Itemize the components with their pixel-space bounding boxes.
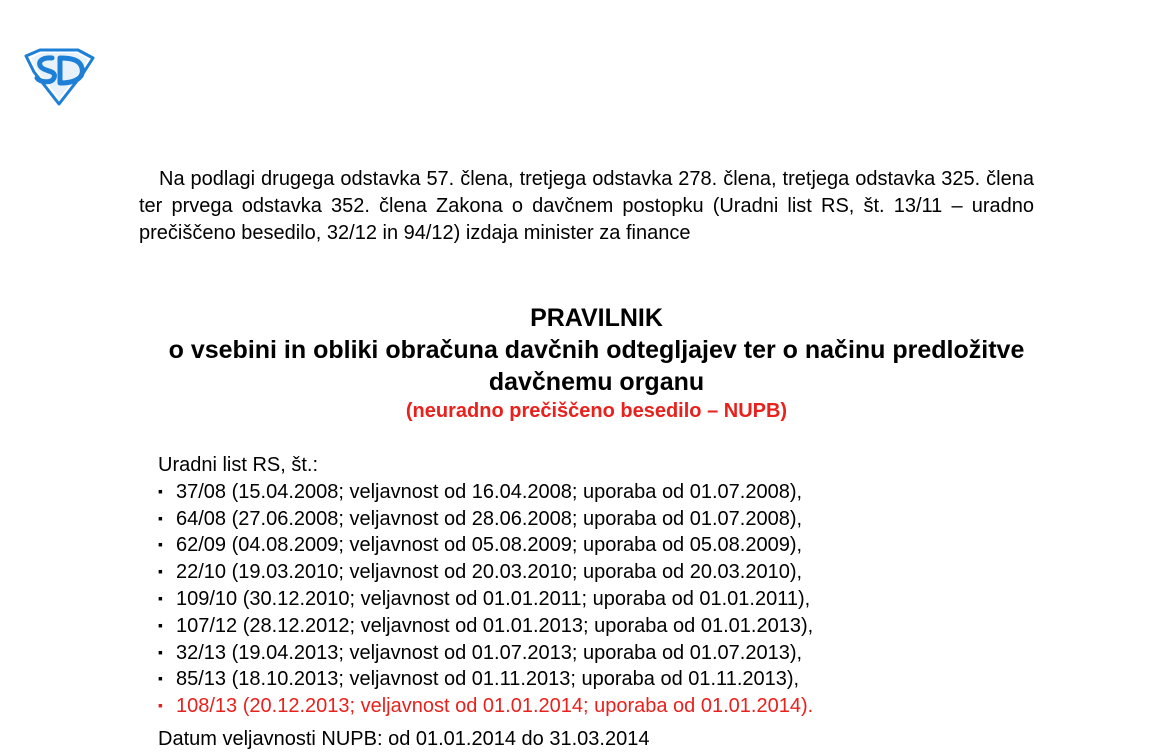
gazette-references [158, 453, 1058, 720]
bullet-icon: ▪ [158, 616, 163, 633]
gazette-item-text: 109/10 (30.12.2010; veljavnost od 01.01.2011; uporaba od 01.01.2011), [176, 587, 811, 610]
gazette-item [158, 559, 1058, 586]
gazette-item-text: 32/13 (19.04.2013; veljavnost od 01.07.2013; uporaba od 01.07.2013), [176, 641, 803, 664]
gazette-item-text: 62/09 (04.08.2009; veljavnost od 05.08.2009; uporaba od 05.08.2009), [176, 534, 803, 557]
bullet-icon: ▪ [158, 643, 163, 660]
bullet-icon: ▪ [158, 563, 163, 580]
gazette-item [158, 640, 1058, 667]
gazette-item [158, 506, 1058, 533]
validity-date: Datum veljavnosti NUPB: od 01.01.2014 do 31.03.2014 [158, 728, 650, 750]
regulation-subtitle: o vsebini in obliki obračuna davčnih odtegljajev ter o načinu predložitve davčnemu organu [168, 336, 1025, 396]
gazette-item [158, 532, 1058, 559]
bullet-icon: ▪ [158, 589, 163, 606]
intro-paragraph: Na podlagi drugega odstavka 57. člena, tretjega odstavka 278. člena, tretjega odstavka 325. člena ter prvega odstavka 352. člena Zakona o davčnem postopku (Uradni list RS, št. 13/11 – uradno prečiščeno besedilo, 32/12 in 94/12) izdaja minister za finance [139, 168, 1034, 244]
unofficial-consolidation-note: (neuradno prečiščeno besedilo – NUPB) [405, 400, 788, 422]
gazette-item-text: 107/12 (28.12.2012; veljavnost od 01.01.2013; uporaba od 01.01.2013), [176, 614, 814, 637]
gazette-item [158, 666, 1058, 693]
gazette-label: Uradni list RS, št.: [158, 454, 319, 476]
gazette-item-latest [158, 693, 1058, 720]
sd-logo-icon [22, 48, 96, 106]
bullet-icon: ▪ [158, 670, 163, 687]
gazette-item [158, 479, 1058, 506]
bullet-icon: ▪ [158, 536, 163, 553]
regulation-title: PRAVILNIK [530, 304, 663, 332]
bullet-icon: ▪ [158, 697, 163, 714]
gazette-item-text: 37/08 (15.04.2008; veljavnost od 16.04.2008; uporaba od 01.07.2008), [176, 480, 803, 503]
bullet-icon: ▪ [158, 509, 163, 526]
bullet-icon: ▪ [158, 482, 163, 499]
gazette-item-text: 22/10 (19.03.2010; veljavnost od 20.03.2010; uporaba od 20.03.2010), [176, 561, 803, 584]
gazette-item-text: 64/08 (27.06.2008; veljavnost od 28.06.2008; uporaba od 01.07.2008), [176, 507, 803, 530]
gazette-list [158, 479, 1058, 720]
gazette-item-text: 85/13 (18.10.2013; veljavnost od 01.11.2013; uporaba od 01.11.2013), [176, 668, 800, 691]
gazette-item [158, 586, 1058, 613]
regulation-title-block [139, 302, 1054, 424]
gazette-item [158, 613, 1058, 640]
gazette-item-text: 108/13 (20.12.2013; veljavnost od 01.01.2014; uporaba od 01.01.2014). [176, 695, 814, 718]
